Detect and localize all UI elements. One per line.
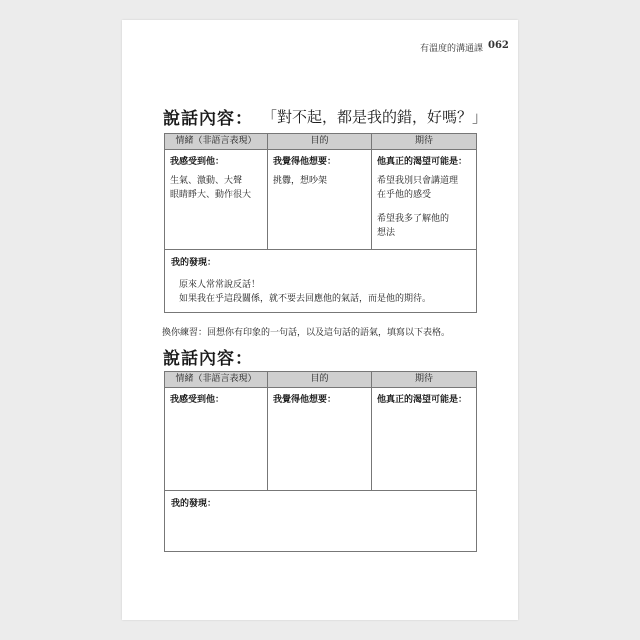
example-table-header — [165, 134, 476, 150]
hope-line: 希望我多了解他的 — [377, 214, 450, 224]
col-purpose-header: 目的 — [268, 372, 372, 387]
want-cell[interactable] — [268, 388, 372, 490]
running-header-title: 有溫度的溝通課 — [420, 44, 484, 54]
finding-label: 我的發現： — [171, 258, 217, 268]
exercise-table-row — [165, 388, 476, 491]
col-purpose-header: 目的 — [268, 134, 372, 149]
example-quote: 「對不起，都是我的錯，好嗎？」 — [262, 108, 488, 126]
finding-line: 如果我在乎這段關係，就不要去回應他的氣話，而是他的期待。 — [179, 294, 432, 304]
example-section-title: 說話內容： — [163, 109, 253, 129]
want-line: 挑釁，想吵架 — [273, 176, 328, 186]
exercise-table-header — [165, 372, 476, 388]
example-table-row — [165, 150, 476, 250]
example-table — [164, 133, 477, 313]
practice-instruction: 換你練習：回想你有印象的一句話，以及這句話的語氣，填寫以下表格。 — [162, 328, 451, 338]
finding-cell[interactable] — [165, 491, 476, 551]
feel-line: 生氣、激動、大聲 — [170, 176, 243, 186]
want-cell — [268, 150, 372, 249]
hope-label: 他真正的渴望可能是： — [377, 157, 468, 167]
finding-line: 原來人常常說反話！ — [179, 280, 261, 290]
col-expectation-header: 期待 — [414, 136, 433, 146]
feel-label: 我感受到他： — [170, 157, 225, 167]
hope-line: 想法 — [377, 228, 396, 238]
hope-line: 希望我別只會講道理 — [377, 176, 459, 186]
col-emotion-header: 情緒（非語言表現） — [165, 134, 268, 149]
page-number: 062 — [488, 40, 509, 51]
feel-cell[interactable] — [165, 388, 268, 490]
feel-line: 眼睛睜大、動作很大 — [170, 190, 252, 200]
exercise-section-title: 說話內容： — [163, 349, 253, 369]
finding-label: 我的發現： — [171, 499, 217, 509]
finding-cell — [165, 250, 476, 312]
hope-cell — [372, 150, 476, 249]
want-label: 我覺得他想要： — [273, 157, 337, 167]
feel-cell — [165, 150, 268, 249]
col-expectation-header: 期待 — [414, 374, 433, 384]
exercise-table — [164, 371, 477, 552]
hope-label: 他真正的渴望可能是： — [377, 395, 468, 405]
hope-line: 在乎他的感受 — [377, 190, 432, 200]
hope-cell[interactable] — [372, 388, 476, 490]
want-label: 我覺得他想要： — [273, 395, 337, 405]
feel-label: 我感受到他： — [170, 395, 225, 405]
col-emotion-header: 情緒（非語言表現） — [165, 372, 268, 387]
